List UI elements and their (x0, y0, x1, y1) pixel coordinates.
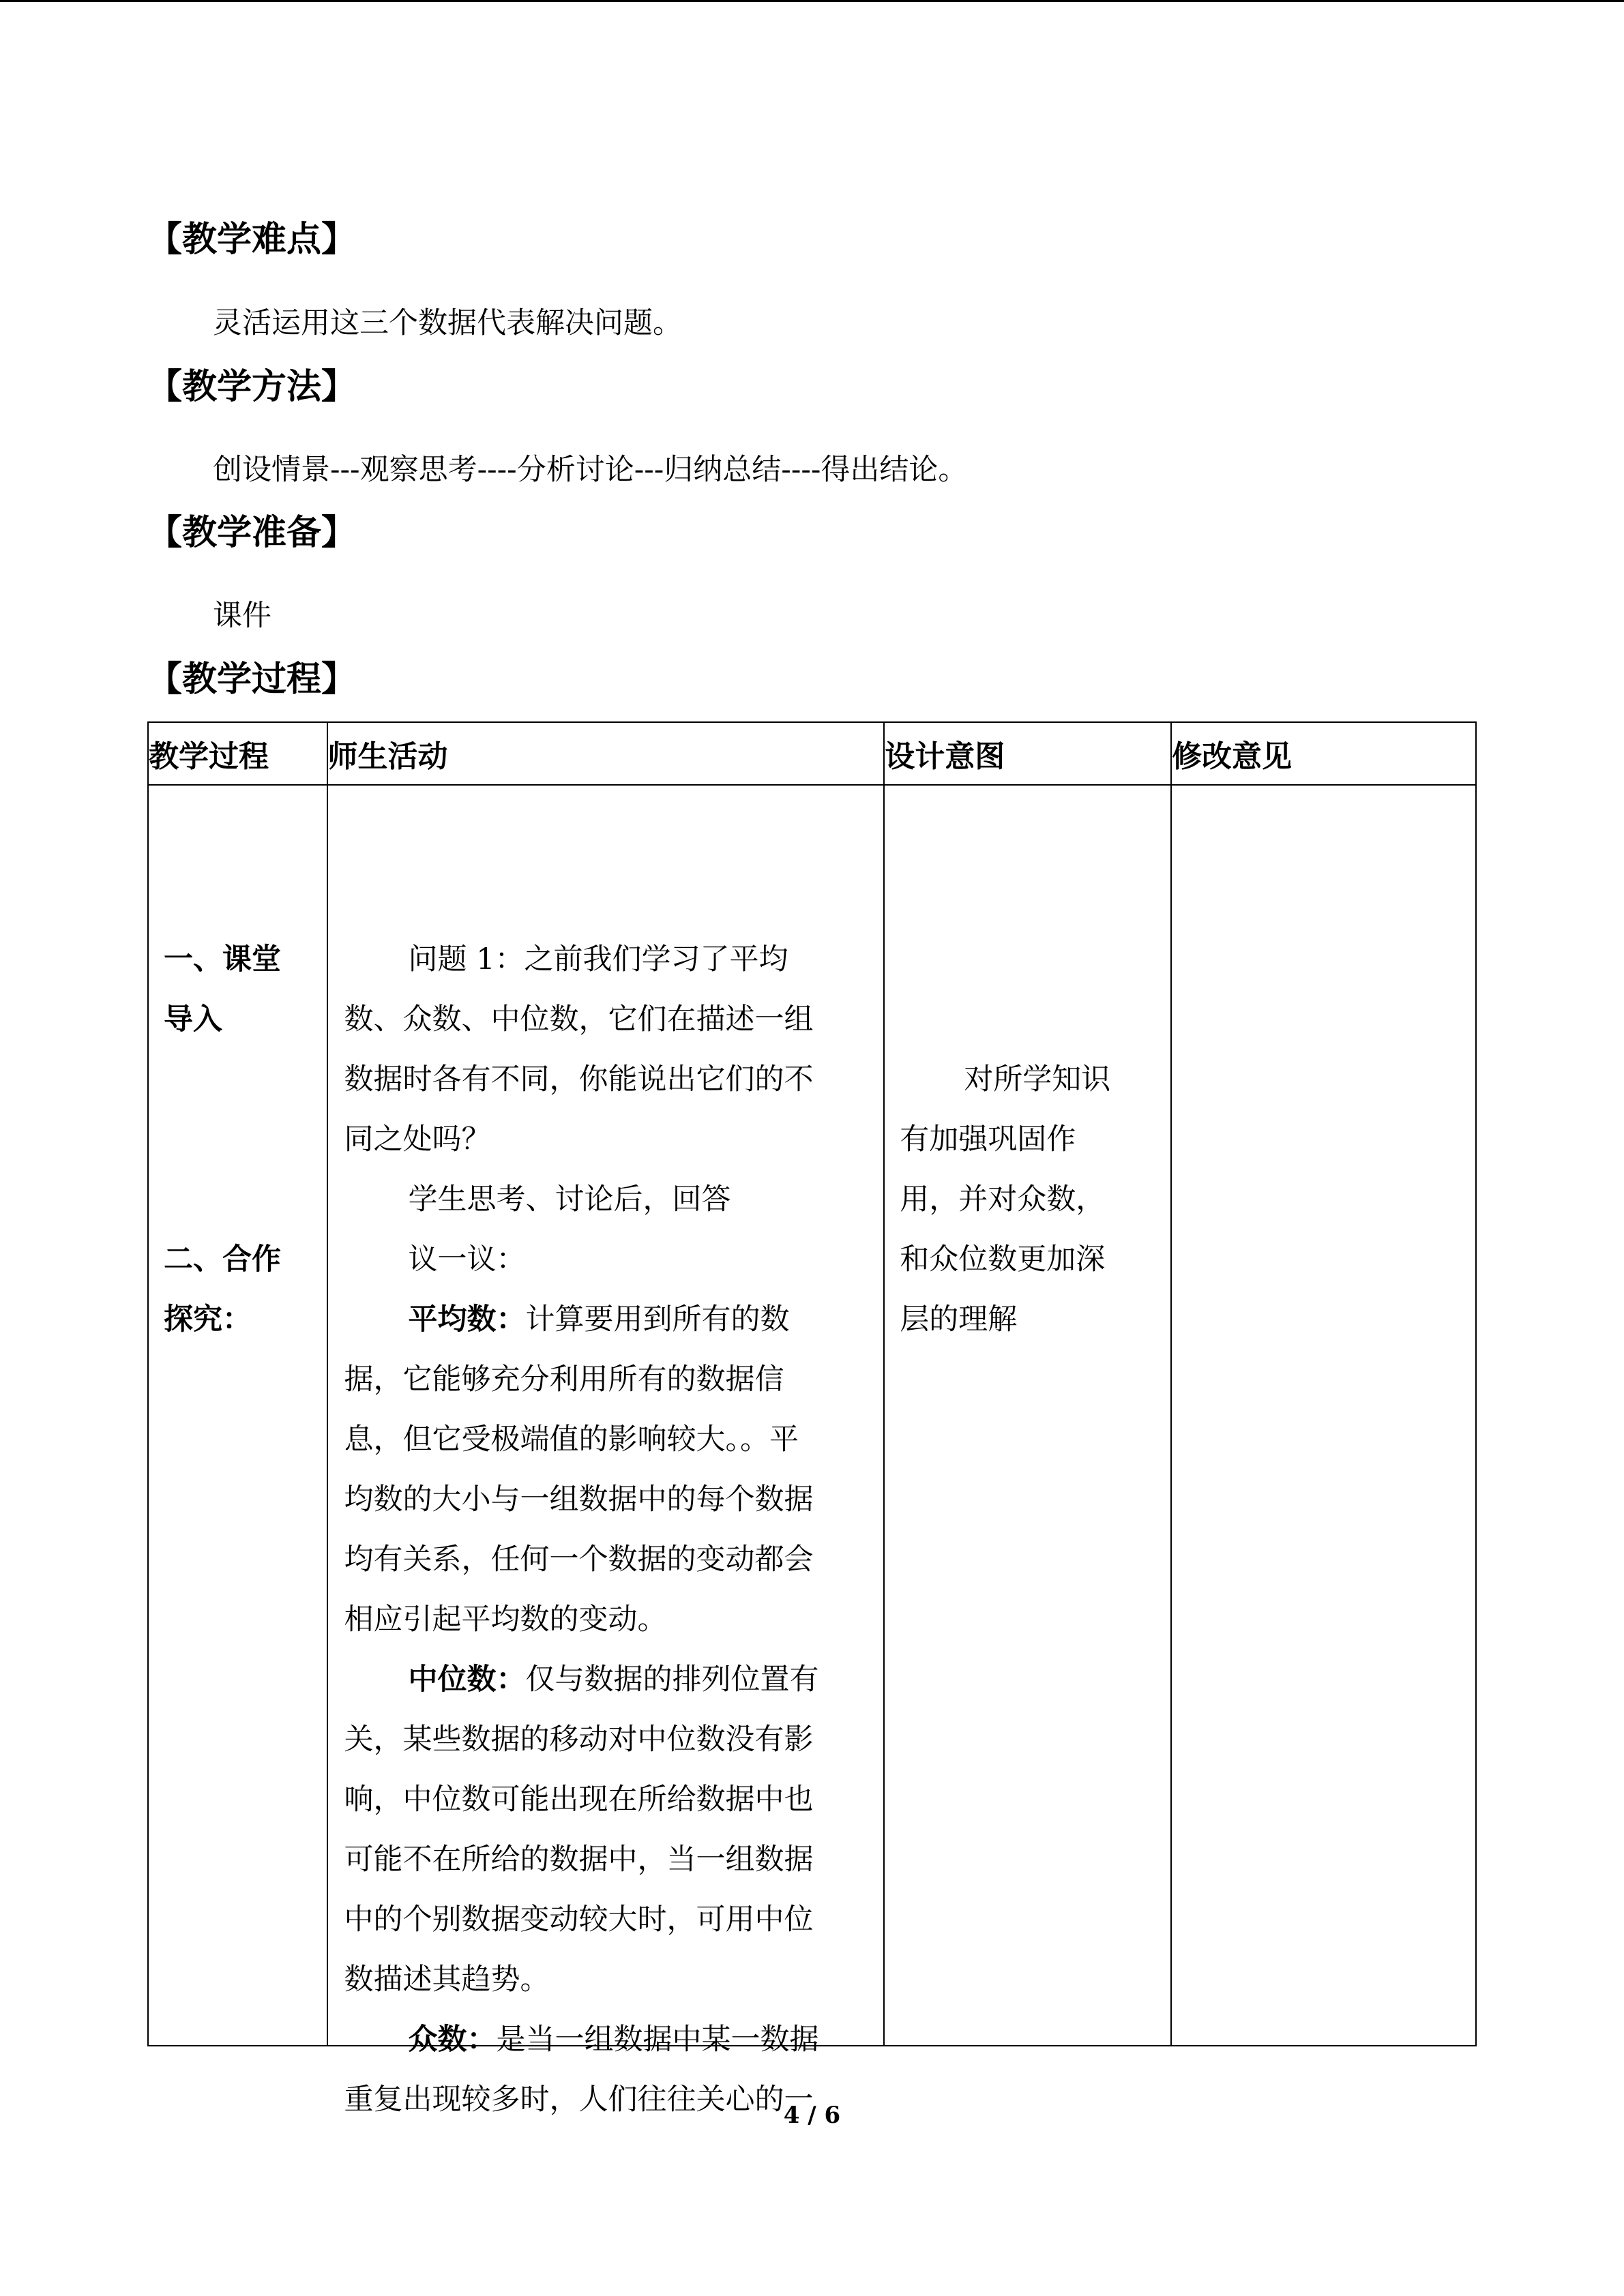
stage-cell (148, 785, 327, 2046)
heading-teaching-preparation: 【教学准备】 (147, 513, 357, 553)
discuss-line: 议一议： (408, 1242, 526, 1277)
question-line: 数据时各有不同，你能说出它们的不 (344, 1062, 814, 1097)
header-revision-notes: 修改意见 (1171, 722, 1476, 785)
intent-line: 和众位数更加深 (900, 1242, 1106, 1277)
mean-line: 息，但它受极端值的影响较大。。平 (344, 1422, 799, 1457)
stage-intro-line1: 一、课堂 (164, 942, 281, 976)
intent-line: 用，并对众数， (900, 1182, 1106, 1217)
median-line: 关，某些数据的移动对中位数没有影 (344, 1723, 814, 1757)
mean-term: 平均数： (408, 1302, 526, 1337)
median-line: 响，中位数可能出现在所给数据中也 (344, 1783, 814, 1817)
mean-paragraph-first-line (344, 1289, 790, 1350)
median-line: 数描述其趋势。 (344, 1963, 550, 1997)
header-process-stage: 教学过程 (148, 722, 327, 785)
teaching-method-text: 创设情景---观察思考----分析讨论---归纳总结----得出结论。 (213, 453, 968, 487)
page-top-rule (0, 0, 1624, 2)
teaching-preparation-text: 课件 (213, 599, 271, 633)
heading-teaching-method: 【教学方法】 (147, 367, 357, 407)
median-line: 可能不在所给的数据中，当一组数据 (344, 1843, 814, 1877)
mode-first-line-text: 是当一组数据中某一数据 (496, 2023, 819, 2057)
mean-line: 相应引起平均数的变动。 (344, 1602, 667, 1637)
question-line: 问题 1：之前我们学习了平均 (408, 942, 788, 976)
page-number: 4 / 6 (783, 2102, 841, 2129)
stage-explore-line2: 探究： (164, 1302, 252, 1337)
revision-notes-cell (1171, 785, 1476, 2046)
design-intent-cell (884, 785, 1171, 2046)
stage-explore-line1: 二、合作 (164, 1242, 281, 1277)
intent-line: 层的理解 (900, 1302, 1018, 1337)
intent-line: 有加强巩固作 (900, 1122, 1076, 1157)
header-design-intent: 设计意图 (884, 722, 1171, 785)
median-first-line-text: 仅与数据的排列位置有 (525, 1663, 819, 1697)
mean-line: 据，它能够充分利用所有的数据信 (344, 1362, 784, 1397)
stage-intro-line2: 导入 (164, 1002, 222, 1037)
header-activities: 师生活动 (327, 722, 885, 785)
heading-teaching-process: 【教学过程】 (147, 659, 357, 700)
teaching-difficulty-text: 灵活运用这三个数据代表解决问题。 (213, 306, 682, 340)
mode-paragraph-first-line (344, 2010, 819, 2070)
table-header-row (148, 722, 1476, 785)
question-line: 数、众数、中位数，它们在描述一组 (344, 1002, 814, 1037)
mean-first-line-text: 计算要用到所有的数 (525, 1302, 790, 1337)
student-answer-line: 学生思考、讨论后，回答 (408, 1182, 731, 1217)
median-paragraph-first-line (344, 1650, 819, 1710)
mean-line: 均有关系，任何一个数据的变动都会 (344, 1542, 814, 1577)
table-row (148, 785, 1476, 2046)
heading-teaching-difficulty: 【教学难点】 (147, 220, 357, 260)
mode-term: 众数： (408, 2023, 497, 2057)
median-line: 中的个别数据变动较大时，可用中位 (344, 1903, 814, 1937)
mode-line: 重复出现较多时，人们往往关心的一 (344, 2083, 814, 2117)
question-line: 同之处吗？ (344, 1122, 491, 1157)
intent-line: 对所学知识 (964, 1062, 1111, 1097)
median-term: 中位数： (408, 1663, 526, 1697)
mean-line: 均数的大小与一组数据中的每个数据 (344, 1482, 814, 1517)
